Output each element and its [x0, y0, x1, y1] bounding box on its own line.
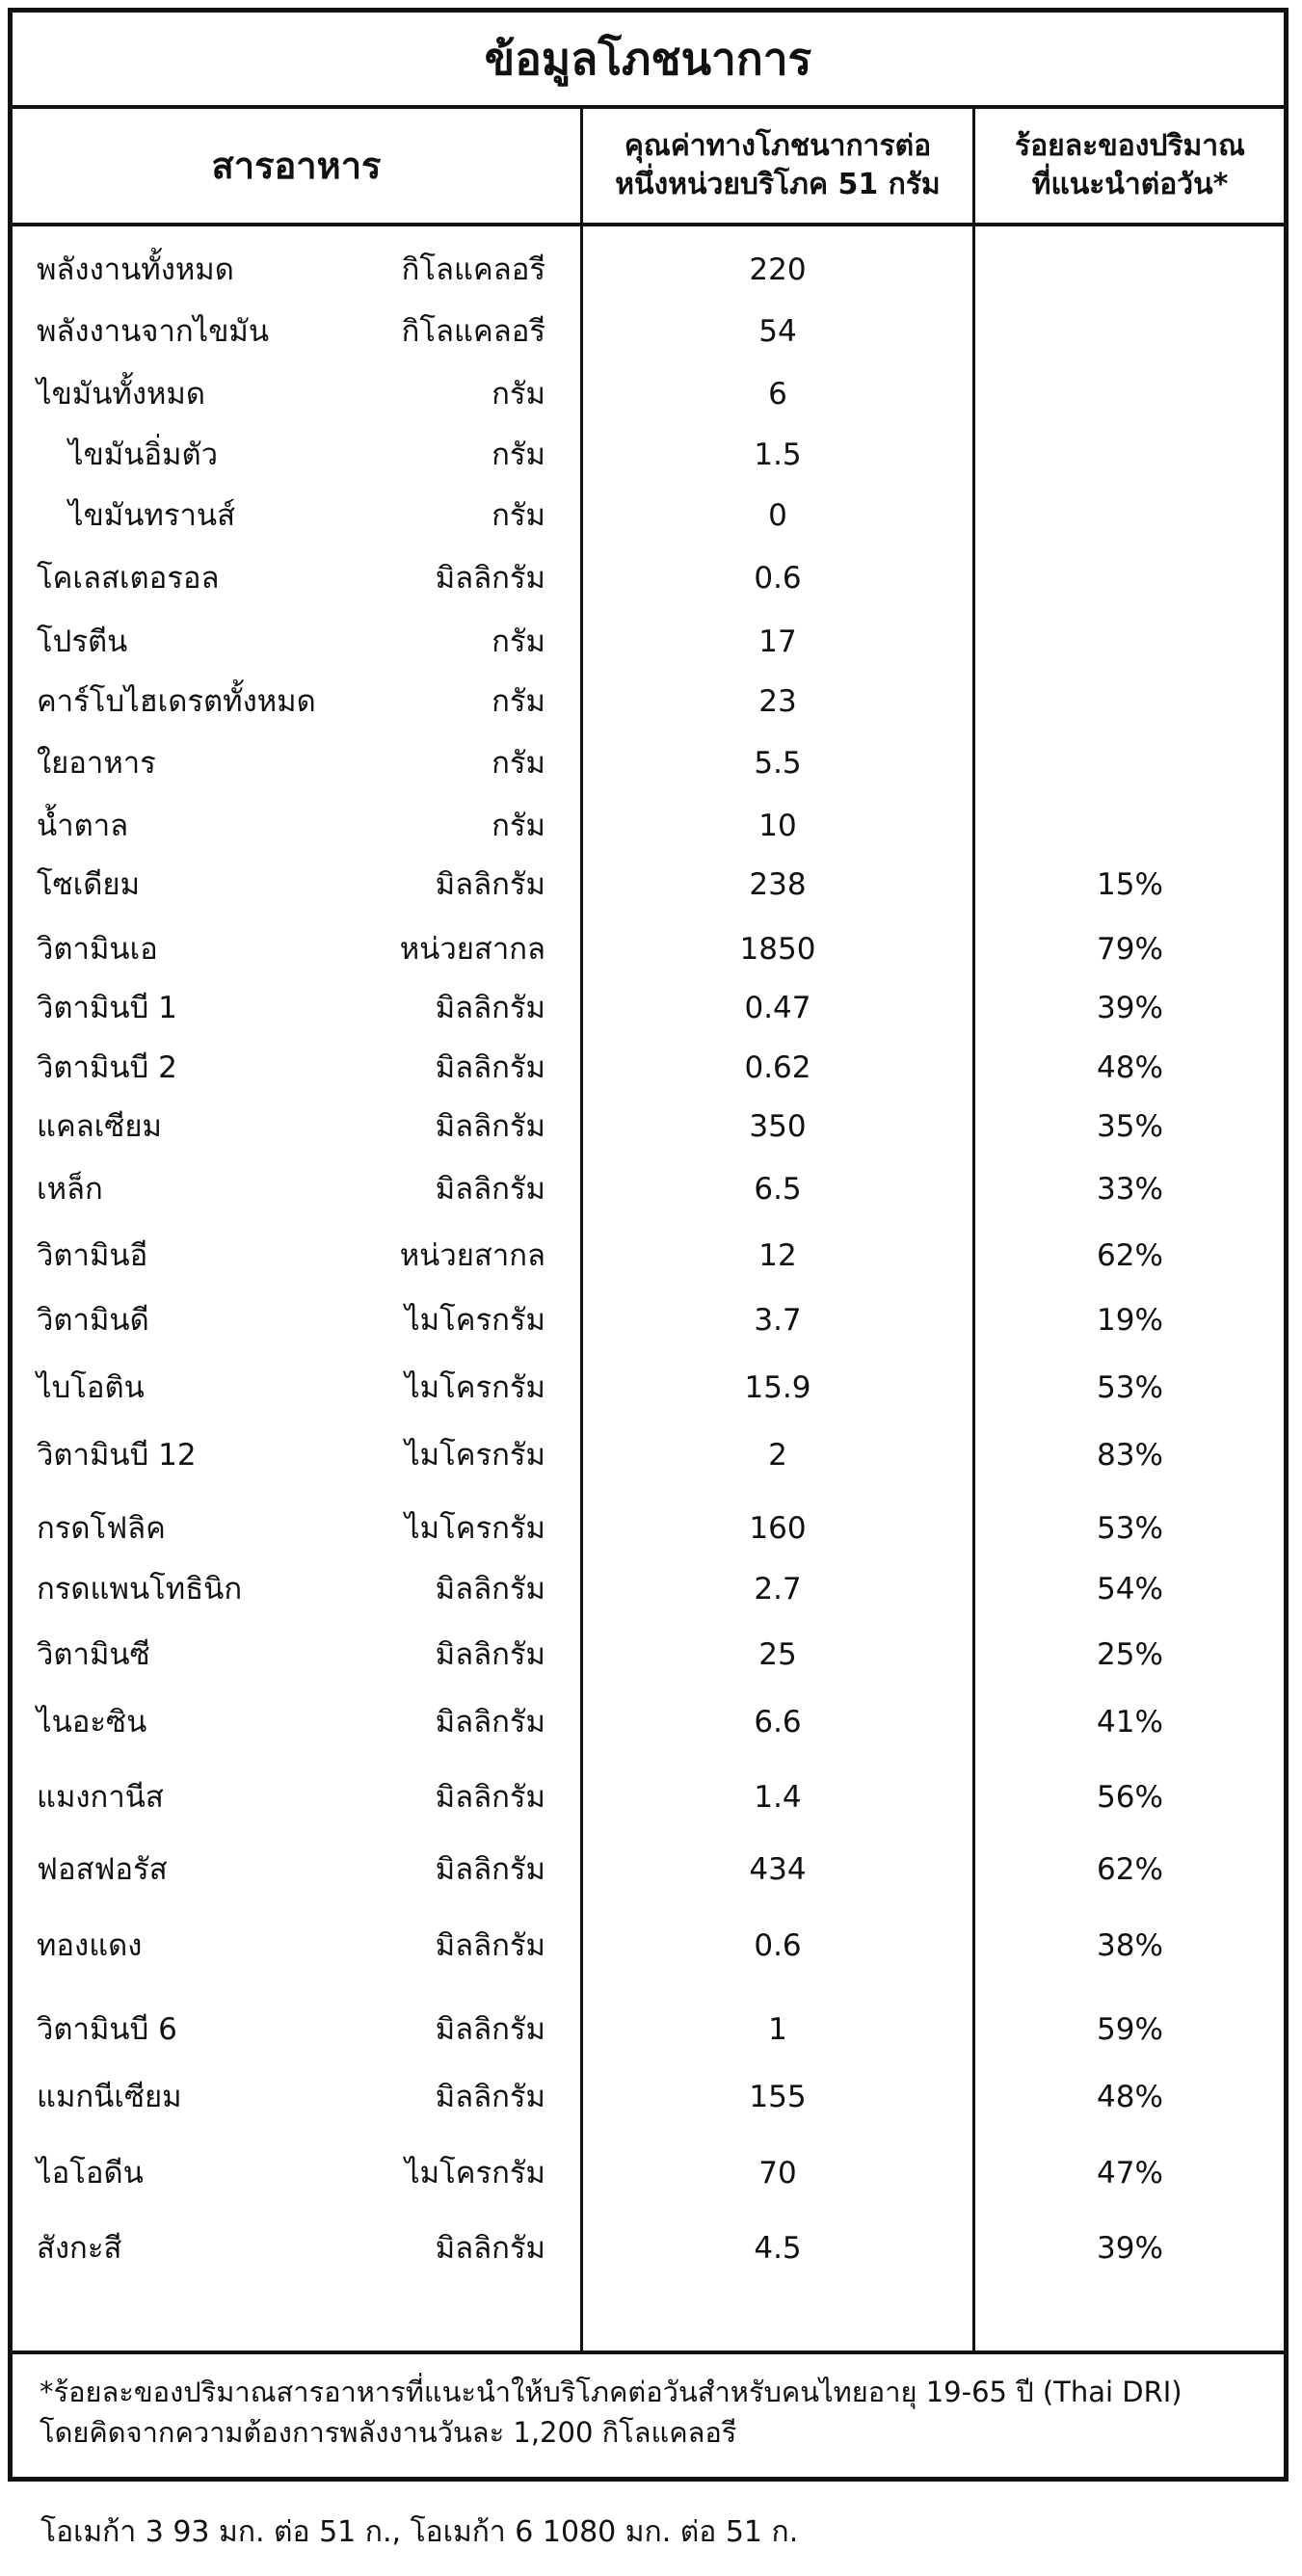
nutrient-daily-percent: 39%	[1097, 991, 1163, 1025]
nutrient-unit: กรัม	[492, 498, 545, 533]
header-nutrient: สารอาหาร	[211, 145, 382, 187]
nutrient-daily-percent: 79%	[1097, 932, 1163, 967]
table-row	[13, 1165, 1284, 1213]
nutrient-value: 155	[749, 2080, 807, 2114]
nutrient-daily-percent: 83%	[1097, 1438, 1163, 1473]
nutrient-unit: มิลลิกรัม	[435, 1109, 545, 1144]
table-row	[13, 2149, 1284, 2197]
nutrient-name: เหล็ก	[37, 1172, 103, 1207]
nutrient-value: 2.7	[754, 1572, 802, 1607]
nutrient-unit: กรัม	[492, 684, 545, 719]
nutrient-value: 3.7	[754, 1303, 802, 1338]
nutrient-unit: มิลลิกรัม	[435, 1172, 545, 1207]
nutrient-value: 434	[749, 1852, 807, 1887]
nutrient-daily-percent: 59%	[1097, 2012, 1163, 2047]
nutrient-name: แมงกานีส	[37, 1780, 164, 1815]
nutrient-unit: กรัม	[492, 377, 545, 412]
nutrient-unit: กรัม	[492, 438, 545, 472]
nutrient-value: 54	[758, 314, 797, 349]
nutrient-name: น้ำตาล	[37, 809, 129, 843]
nutrient-daily-percent: 62%	[1097, 1238, 1163, 1273]
table-row	[13, 246, 1284, 294]
header-pct-line2: ที่แนะนำต่อวัน*	[1031, 168, 1229, 201]
table-row	[13, 1565, 1284, 1613]
nutrient-name: ไขมันอิ่มตัว	[68, 438, 218, 472]
table-row	[13, 491, 1284, 540]
header-daily-percent	[976, 109, 1284, 223]
nutrient-unit: หน่วยสากล	[399, 1238, 545, 1273]
nutrient-name: วิตามินอี	[37, 1238, 148, 1273]
header-value-line1: คุณค่าทางโภชนาการต่อ	[624, 129, 932, 163]
nutrient-value: 4.5	[754, 2231, 802, 2266]
table-header	[13, 109, 1284, 226]
table-row	[13, 2005, 1284, 2054]
nutrient-value: 10	[758, 809, 797, 843]
nutrient-value: 6.5	[754, 1172, 802, 1207]
nutrient-name: ไขมันทรานส์	[68, 498, 236, 533]
nutrient-value: 2	[768, 1438, 787, 1473]
panel-title: ข้อมูลโภชนาการ	[13, 13, 1284, 109]
table-row	[13, 1922, 1284, 1970]
table-row	[13, 1631, 1284, 1679]
nutrient-name: โปรตีน	[37, 624, 128, 659]
nutrient-value: 6.6	[754, 1705, 802, 1739]
nutrient-value: 1850	[739, 932, 816, 967]
nutrient-daily-percent: 19%	[1097, 1303, 1163, 1338]
nutrient-name: โคเลสเตอรอล	[37, 561, 220, 596]
nutrient-daily-percent: 39%	[1097, 2231, 1163, 2266]
nutrient-daily-percent: 15%	[1097, 867, 1163, 902]
header-value-line2: หนึ่งหน่วยบริโภค 51 กรัม	[615, 168, 941, 201]
table-row	[13, 861, 1284, 909]
footnote	[13, 2350, 1284, 2477]
table-row	[13, 618, 1284, 666]
nutrient-unit: มิลลิกรัม	[435, 1572, 545, 1607]
nutrient-unit: ไมโครกรัม	[405, 1511, 545, 1546]
nutrient-value: 0.6	[754, 561, 802, 596]
nutrient-name: วิตามินบี 6	[37, 2012, 177, 2047]
nutrient-unit: ไมโครกรัม	[405, 1303, 545, 1338]
nutrient-daily-percent: 35%	[1097, 1109, 1163, 1144]
nutrition-facts-panel	[8, 8, 1289, 2482]
header-value-per-serving	[584, 109, 971, 223]
nutrient-name: กรดแพนโทธินิก	[37, 1572, 243, 1607]
nutrient-value: 160	[749, 1511, 807, 1546]
nutrient-unit: กิโลแคลอรี	[401, 252, 545, 287]
nutrient-unit: กรัม	[492, 746, 545, 781]
nutrient-daily-percent: 48%	[1097, 1050, 1163, 1085]
table-row	[13, 370, 1284, 418]
table-row	[13, 1044, 1284, 1092]
nutrient-name: ใยอาหาร	[37, 746, 156, 781]
nutrient-unit: มิลลิกรัม	[435, 2012, 545, 2047]
nutrient-unit: กรัม	[492, 624, 545, 659]
table-row	[13, 739, 1284, 787]
nutrient-unit: มิลลิกรัม	[435, 2231, 545, 2266]
nutrient-value: 23	[758, 684, 797, 719]
nutrient-unit: ไมโครกรัม	[405, 2156, 545, 2191]
nutrient-value: 17	[758, 624, 797, 659]
nutrient-value: 5.5	[754, 746, 802, 781]
nutrient-name: ฟอสฟอรัส	[37, 1852, 168, 1887]
nutrient-unit: กรัม	[492, 809, 545, 843]
nutrient-value: 1.5	[754, 438, 802, 472]
nutrient-name: ไนอะซิน	[37, 1705, 147, 1739]
nutrient-daily-percent: 47%	[1097, 2156, 1163, 2191]
table-row	[13, 1846, 1284, 1894]
nutrient-name: วิตามินดี	[37, 1303, 149, 1338]
nutrient-name: ทองแดง	[37, 1928, 143, 1963]
table-row	[13, 1773, 1284, 1821]
nutrient-value: 0.6	[754, 1928, 802, 1963]
nutrient-name: โซเดียม	[37, 867, 141, 902]
nutrient-daily-percent: 38%	[1097, 1928, 1163, 1963]
nutrient-daily-percent: 56%	[1097, 1780, 1163, 1815]
nutrient-value: 12	[758, 1238, 797, 1273]
table-row	[13, 2073, 1284, 2121]
nutrient-name: กรดโฟลิค	[37, 1511, 166, 1546]
table-row	[13, 1698, 1284, 1746]
nutrient-unit: ไมโครกรัม	[405, 1370, 545, 1405]
nutrient-unit: มิลลิกรัม	[435, 1637, 545, 1672]
nutrient-daily-percent: 48%	[1097, 2080, 1163, 2114]
nutrient-value: 350	[749, 1109, 807, 1144]
nutrient-value: 238	[749, 867, 807, 902]
nutrient-name: ไอโอดีน	[37, 2156, 144, 2191]
nutrient-name: พลังงานทั้งหมด	[37, 252, 234, 287]
nutrient-name: สังกะสี	[37, 2231, 122, 2266]
nutrient-value: 1	[768, 2012, 787, 2047]
nutrient-name: พลังงานจากไขมัน	[37, 314, 270, 349]
table-row	[13, 1364, 1284, 1412]
table-row	[13, 1296, 1284, 1344]
nutrient-unit: มิลลิกรัม	[435, 867, 545, 902]
table-row	[13, 1102, 1284, 1151]
nutrient-daily-percent: 53%	[1097, 1511, 1163, 1546]
table-row	[13, 1232, 1284, 1280]
nutrient-unit: มิลลิกรัม	[435, 1050, 545, 1085]
nutrient-value: 6	[768, 377, 787, 412]
nutrient-name: วิตามินซี	[37, 1637, 150, 1672]
table-row	[13, 431, 1284, 479]
table-row	[13, 1431, 1284, 1479]
nutrient-name: แมกนีเซียม	[37, 2080, 182, 2114]
footnote-line1: *ร้อยละของปริมาณสารอาหารที่แนะนำให้บริโภคต่อวันสำหรับคนไทยอายุ 19-65 ปี (Thai DRI)	[40, 2376, 1182, 2408]
table-row	[13, 554, 1284, 602]
nutrient-daily-percent: 54%	[1097, 1572, 1163, 1607]
nutrient-value: 1.4	[754, 1780, 802, 1815]
nutrient-name: วิตามินบี 2	[37, 1050, 177, 1085]
nutrient-unit: หน่วยสากล	[399, 932, 545, 967]
nutrient-name: วิตามินบี 12	[37, 1438, 197, 1473]
table-row	[13, 1504, 1284, 1553]
table-row	[13, 2224, 1284, 2272]
nutrient-value: 0.62	[744, 1050, 811, 1085]
nutrient-unit: มิลลิกรัม	[435, 561, 545, 596]
nutrient-daily-percent: 53%	[1097, 1370, 1163, 1405]
nutrient-unit: มิลลิกรัม	[435, 1705, 545, 1739]
nutrient-value: 0.47	[744, 991, 811, 1025]
nutrient-rows	[13, 226, 1284, 2350]
table-row	[13, 802, 1284, 850]
nutrient-daily-percent: 62%	[1097, 1852, 1163, 1887]
nutrient-unit: ไมโครกรัม	[405, 1438, 545, 1473]
nutrient-unit: มิลลิกรัม	[435, 1852, 545, 1887]
nutrient-unit: มิลลิกรัม	[435, 1928, 545, 1963]
nutrient-name: วิตามินเอ	[37, 932, 158, 967]
nutrient-value: 0	[768, 498, 787, 533]
nutrient-daily-percent: 33%	[1097, 1172, 1163, 1207]
nutrient-unit: มิลลิกรัม	[435, 2080, 545, 2114]
nutrient-value: 15.9	[744, 1370, 811, 1405]
nutrient-name: แคลเซียม	[37, 1109, 162, 1144]
table-row	[13, 984, 1284, 1032]
nutrient-name: ไบโอติน	[37, 1370, 145, 1405]
nutrient-name: วิตามินบี 1	[37, 991, 177, 1025]
nutrient-name: คาร์โบไฮเดรตทั้งหมด	[37, 684, 316, 719]
nutrient-unit: มิลลิกรัม	[435, 991, 545, 1025]
nutrient-value: 220	[749, 252, 807, 287]
table-row	[13, 307, 1284, 356]
nutrient-daily-percent: 25%	[1097, 1637, 1163, 1672]
nutrient-unit: กิโลแคลอรี	[401, 314, 545, 349]
table-row	[13, 677, 1284, 726]
nutrient-value: 25	[758, 1637, 797, 1672]
nutrient-value: 70	[758, 2156, 797, 2191]
nutrient-daily-percent: 41%	[1097, 1705, 1163, 1739]
table-row	[13, 925, 1284, 973]
header-pct-line1: ร้อยละของปริมาณ	[1015, 129, 1245, 163]
omega-note: โอเมก้า 3 93 มก. ต่อ 51 ก., โอเมก้า 6 1080 มก. ต่อ 51 ก.	[40, 2515, 799, 2549]
nutrient-name: ไขมันทั้งหมด	[37, 377, 205, 412]
nutrient-unit: มิลลิกรัม	[435, 1780, 545, 1815]
footnote-line2: โดยคิดจากความต้องการพลังงานวันละ 1,200 กิโลแคลอรี	[40, 2416, 737, 2449]
